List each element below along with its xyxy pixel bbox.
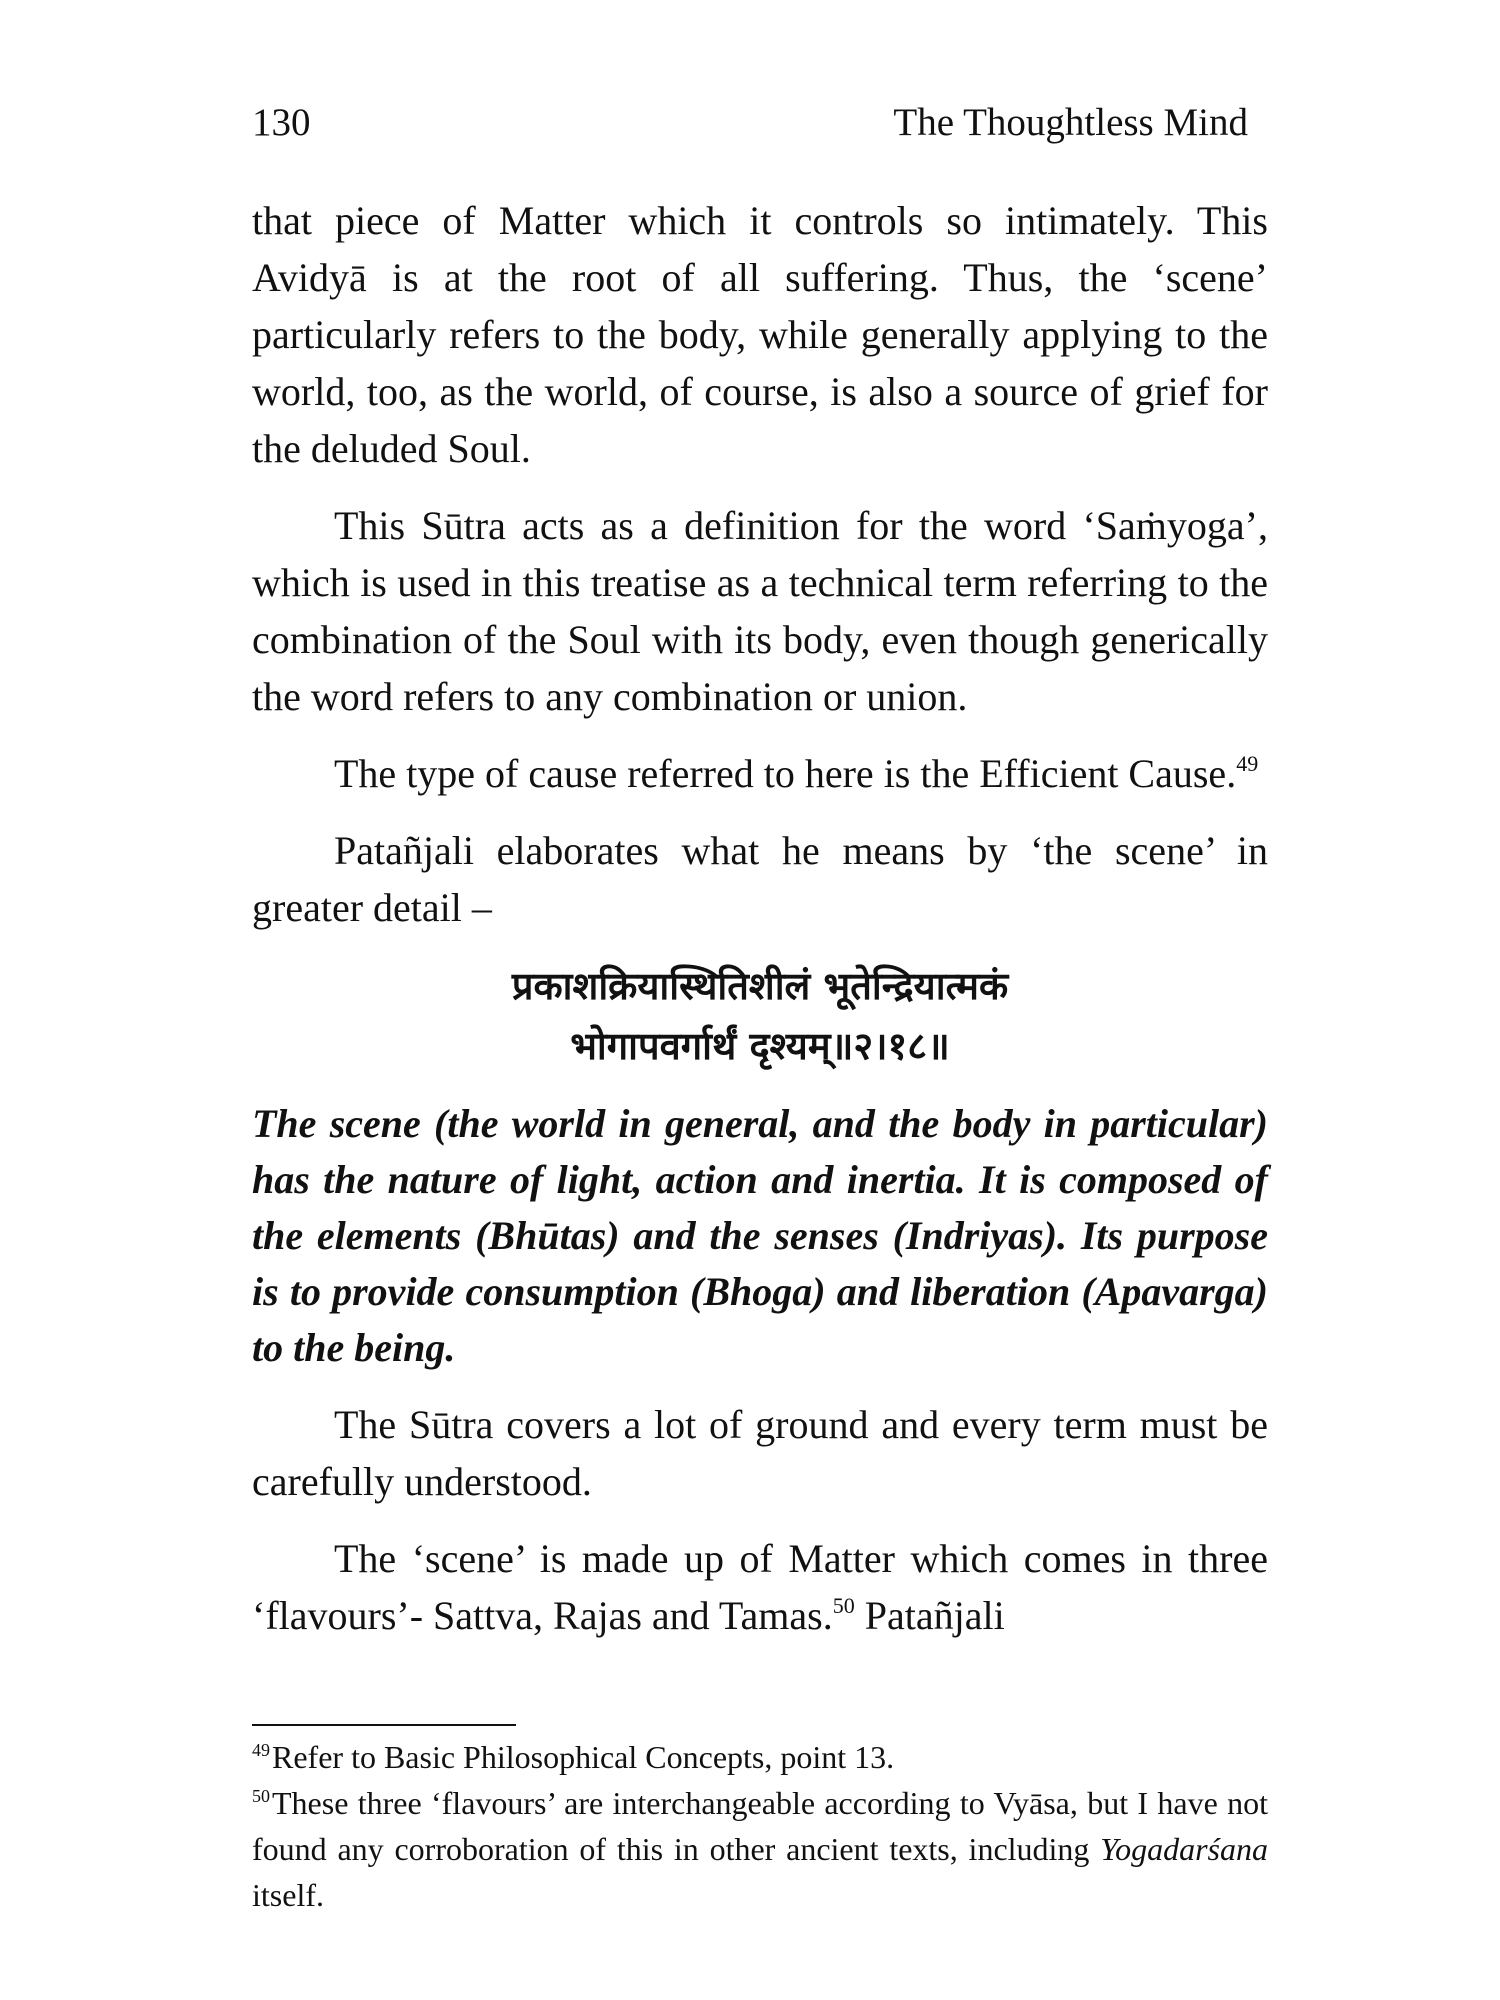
sanskrit-sutra (252, 956, 1268, 1076)
footnote-50-mark: 50 (252, 1786, 270, 1806)
footnote-50-title: Yogadarśana (1100, 1831, 1268, 1867)
footnote-ref-49: 49 (1236, 751, 1259, 776)
footnote-49 (252, 1734, 1268, 1780)
paragraph-6-tail: Patañjali (854, 1593, 1005, 1638)
footnotes (252, 1734, 1268, 1918)
sutra-line-1: प्रकाशक्रियास्थितिशीलं भूतेन्द्रियात्मकं (511, 964, 1009, 1008)
main-text (252, 192, 1268, 1664)
page-number: 130 (252, 101, 311, 144)
footnote-divider (252, 1724, 516, 1726)
page-header (252, 100, 1248, 150)
paragraph-3 (252, 745, 1268, 802)
sutra-translation: The scene (the world in general, and the body in particular) has the nature of light, action and inertia. It is composed of the elements (Bhūtas) and the senses (Indriyas). Its purpose is to provide consumption (Bhoga) and liberation (Apavarga) to the being. (252, 1101, 1268, 1370)
sutra-line-2: भोगापवर्गार्थं दृश्यम्॥२।१८॥ (570, 1024, 950, 1068)
paragraph-6 (252, 1530, 1268, 1644)
paragraph-5: The Sūtra covers a lot of ground and every term must be carefully understood. (252, 1402, 1268, 1504)
footnote-ref-50: 50 (832, 1593, 855, 1618)
paragraph-4: Patañjali elaborates what he means by ‘the scene’ in greater detail – (252, 828, 1268, 930)
footnote-49-mark: 49 (252, 1740, 270, 1760)
paragraph-2: This Sūtra acts as a definition for the word ‘Saṁyoga’, which is used in this treatise as a technical term referring to the combination of the Soul with its body, even though generically the word refers to any combination or union. (252, 503, 1268, 719)
paragraph-6-text: The ‘scene’ is made up of Matter which comes in three ‘flavours’- Sattva, Rajas and Tamas. (252, 1536, 1268, 1638)
running-head: The Thoughtless Mind (893, 101, 1248, 144)
paragraph-1: that piece of Matter which it controls so intimately. This Avidyā is at the root of all suffering. Thus, the ‘scene’ particularly refers to the body, while generally applying to the world, too, as the world, of course, is also a source of grief for the deluded Soul. (252, 198, 1268, 471)
paragraph-3-text: The type of cause referred to here is the Efficient Cause. (334, 751, 1237, 796)
footnote-50-text: These three ‘flavours’ are interchangeable according to Vyāsa, but I have not found any corroboration of this in other ancient texts, including (252, 1785, 1268, 1867)
footnote-50-tail: itself. (252, 1877, 324, 1913)
footnote-49-text: Refer to Basic Philosophical Concepts, point 13. (272, 1739, 895, 1775)
footnote-50 (252, 1780, 1268, 1918)
